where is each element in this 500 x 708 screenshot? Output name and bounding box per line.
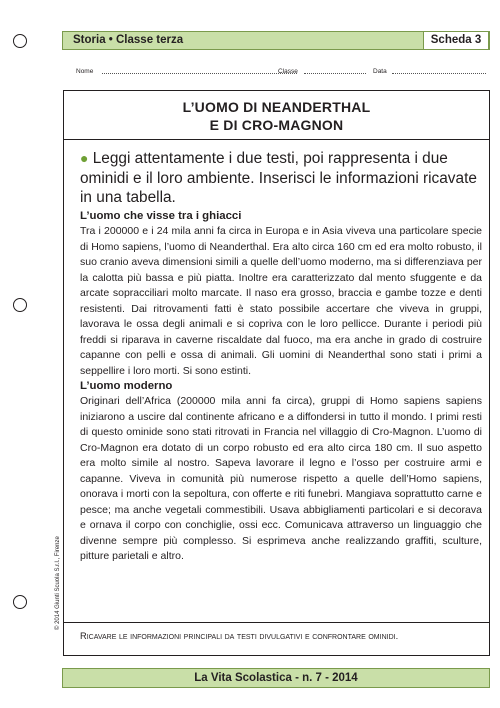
classe-field[interactable]: [304, 73, 366, 74]
title-divider: [64, 139, 489, 140]
classe-label: Classe: [278, 68, 298, 75]
copyright-text: © 2014 Giunti Scuola S.r.l., Firenze: [55, 536, 61, 630]
data-field[interactable]: [392, 73, 486, 74]
instruction: [80, 149, 480, 208]
binder-hole: [13, 595, 27, 609]
bullet-icon: ●: [80, 150, 89, 166]
nome-field[interactable]: [102, 73, 297, 74]
footer-bar: La Vita Scolastica - n. 7 - 2014: [62, 668, 490, 688]
header-bar: [62, 31, 490, 50]
page-title-line1: L’UOMO DI NEANDERTHAL: [182, 99, 371, 115]
section-heading-neanderthal: L’uomo che visse tra i ghiacci: [80, 210, 242, 222]
nome-label: Nome: [76, 68, 94, 75]
objective-text: Ricavare le informazioni principali da testi divulgativi e confrontare ominidi.: [80, 631, 399, 641]
binder-hole: [13, 298, 27, 312]
scheda-label: Scheda 3: [423, 31, 489, 50]
section-text-neanderthal: Tra i 200000 e i 24 mila anni fa circa in Europa e in Asia viveva una particolare specie di Homo sapiens, l’uomo di Neanderthal. Era alto circa 160 cm ed era molto robusto, il suo cranio aveva dimensioni simili a quelle dell’uomo moderno, ma si differenziava per la calotta più bassa e più piatta. Inoltre era caratterizzato dal mento sfuggente e da arcate sopracciliari molto marcate. Il naso era grosso, braccia e gambe tozze e denti resistenti. Dai ritrovamenti fatti è stato possibile accertare che viveva in gruppi, lavorava le ossa degli animali e si copriva con le loro pellicce. Durante i periodi più freddi si riparava in caverne riscaldate dal fuoco, ma era anche in grado di costruire capanne con pelli e ossa di animali. Gli uomini di Neanderthal sono stati i primi a seppellire i loro morti. Si sono estinti.: [80, 225, 482, 377]
instruction-text: Leggi attentamente i due testi, poi rappresenta i due ominidi e il loro ambiente. Inserisci le informazioni ricavate in una tabella.: [80, 150, 477, 206]
section-heading-modern: L’uomo moderno: [80, 380, 173, 392]
student-fields: [76, 68, 488, 80]
section-text-modern: Originari dell’Africa (200000 mila anni fa circa), gruppi di Homo sapiens sapiens iniziarono a uscire dal continente africano e a diffondersi in tutto il mondo. I primi resti di questo ominide sono stati ritrovati in Francia nel villaggio di Cro-Magnon. L’uomo di Cro-Magnon era dotato di un corpo robusto ed era alto circa 180 cm. Il suo aspetto era molto simile al nostro. Sapeva lavorare il legno e l’osso per costruire armi e capanne. Viveva in comunità più numerose rispetto a quelle dell’Homo sapiens, onorava i morti con la sepoltura, con offerte e riti funebri. Mangiava soprattutto carne e pesce; ma anche vegetali commestibili. Usava abbigliamenti particolari e si decorava e ornava il corpo con conchiglie, ossi ecc. Comunicava attraverso un linguaggio che divenne sempre più complesso. Si esprimeva anche realizzando graffiti, sculture, pitture parietali e altro.: [80, 395, 482, 563]
data-label: Data: [373, 68, 387, 75]
binder-hole: [13, 34, 27, 48]
page-title-line2: E DI CRO-MAGNON: [209, 117, 344, 133]
subject-label: Storia • Classe terza: [73, 34, 184, 46]
objective-divider: [64, 622, 489, 623]
